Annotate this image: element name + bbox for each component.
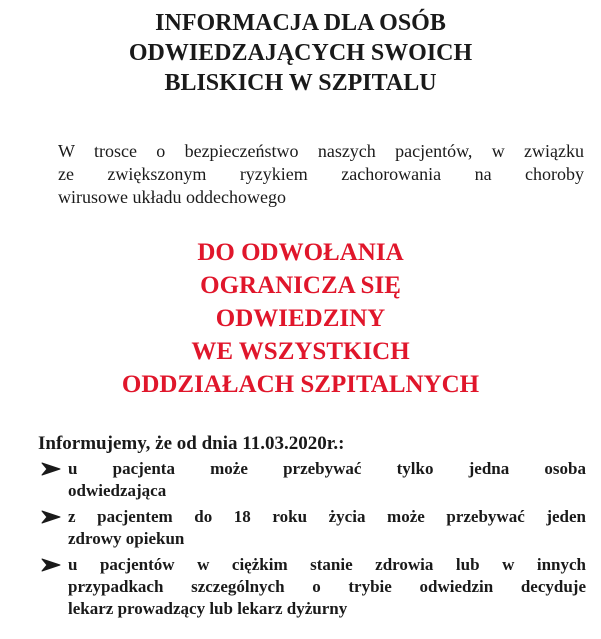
document-title — [0, 8, 601, 98]
arrowhead-bullet-icon — [40, 510, 62, 524]
list-item-line: z pacjentem do 18 roku życia może przebywać jeden — [68, 507, 586, 526]
intro-line: wirusowe układu oddechowego — [58, 187, 286, 207]
restriction-notice — [0, 236, 601, 401]
list-item-line: lekarz prowadzący lub lekarz dyżurny — [68, 599, 348, 618]
list-item-line: odwiedzająca — [68, 481, 167, 500]
notice-line: DO ODWOŁANIA — [197, 239, 404, 266]
rules-list — [40, 458, 586, 624]
title-line: BLISKICH W SZPITALU — [164, 70, 437, 96]
list-item — [40, 554, 586, 620]
intro-paragraph — [58, 140, 584, 209]
title-line: ODWIEDZAJĄCYCH SWOICH — [128, 40, 473, 66]
title-line: INFORMACJA DLA OSÓB — [155, 10, 446, 36]
list-item — [40, 458, 586, 502]
info-heading: Informujemy, że od dnia 11.03.2020r.: — [38, 433, 345, 454]
list-item-line: u pacjentów w ciężkim stanie zdrowia lub w innych — [68, 555, 586, 574]
notice-line: ODDZIAŁACH SZPITALNYCH — [121, 371, 480, 398]
list-item — [40, 506, 586, 550]
notice-line: ODWIEDZINY — [215, 305, 386, 332]
list-item-line: przypadkach szczególnych o trybie odwiedzin decyduje — [68, 577, 586, 596]
arrowhead-bullet-icon — [40, 462, 62, 476]
notice-line: WE WSZYSTKICH — [191, 338, 410, 365]
list-item-line: u pacjenta może przebywać tylko jedna osoba — [68, 459, 586, 478]
list-item-line: zdrowy opiekun — [68, 529, 185, 548]
intro-line: W trosce o bezpieczeństwo naszych pacjentów, w związku — [58, 141, 584, 161]
intro-line: ze zwiększonym ryzykiem zachorowania na choroby — [58, 164, 584, 184]
arrowhead-bullet-icon — [40, 558, 62, 572]
notice-line: OGRANICZA SIĘ — [200, 272, 401, 299]
